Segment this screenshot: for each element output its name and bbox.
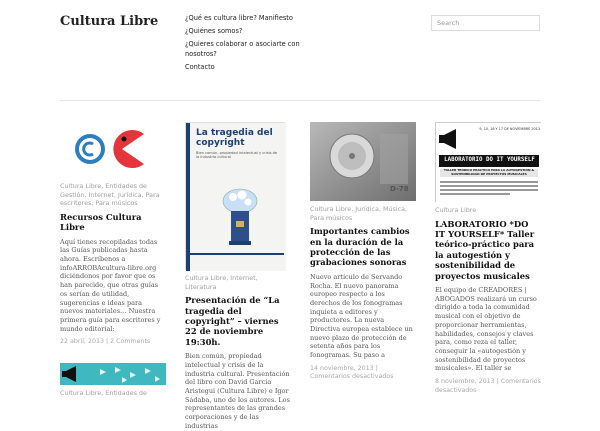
nav-item-manifiesto[interactable]: ¿Qué es cultura libre? Manifiesto bbox=[185, 14, 293, 22]
post-card bbox=[185, 122, 291, 431]
post-categories[interactable]: Cultura Libre, Entidades de bbox=[60, 389, 147, 397]
cover-title: La tragedia del copyright bbox=[196, 128, 273, 148]
post-date[interactable]: 8 noviembre, 2013 bbox=[435, 378, 495, 386]
post-title[interactable]: Recursos Cultura Libre bbox=[60, 211, 142, 233]
post-thumbnail[interactable] bbox=[60, 122, 166, 178]
creative-commons-icon bbox=[75, 134, 105, 164]
post-footer: 22 abril, 2013 | 2 Comments bbox=[60, 338, 151, 346]
poster-subheading: TALLER TEÓRICO PRÁCTICO PARA LA AUTOGESTIÓN & SOSTENIBILIDAD DE PROYECTOS MUSICALES bbox=[443, 168, 535, 176]
post-date[interactable]: 22 abril, 2013 bbox=[60, 338, 104, 346]
post-excerpt: Bien común, propiedad intelectual y crisis de la industria cultural. Presentación del libro con David García Aristegui (Cultura Libre) e Igor Sádaba, uno de los autores. Los representantes de las grandes corporaciones y de las industrias bbox=[185, 352, 290, 430]
post-excerpt: Nuevo artículo de Servando Rocha. El nuevo panorama europeo respecto a los derechos de los fonogramas inquieta a editores y productores. La nueva Directiva europea establece un nuevo plazo de protección de setenta años para los fonogramas. Su paso a bbox=[310, 272, 413, 360]
post-footer: 14 noviembre, 2013 | Comentarios desactivados bbox=[310, 364, 394, 381]
post-date[interactable]: 14 noviembre, 2013 bbox=[310, 364, 374, 372]
post-title[interactable]: LABORATORIO *DO IT YOURSELF* Taller teórico-práctico para la autogestión y sostenibilidad de proyectos musicales bbox=[435, 218, 535, 281]
search-input[interactable]: Search bbox=[431, 15, 540, 31]
nav-item-contacto[interactable]: Contacto bbox=[185, 62, 215, 71]
post-thumbnail[interactable] bbox=[310, 122, 416, 201]
main-nav bbox=[185, 14, 305, 76]
poster-heading: LABORATORIO DO IT YOURSELF bbox=[444, 157, 535, 163]
poster-date: 9, 10, 16 Y 17 DE NOVIEMBRE 2013 bbox=[479, 127, 540, 131]
post-comments-link[interactable]: Comentarios desactivados bbox=[310, 373, 394, 381]
turntable-label: D-78 bbox=[390, 185, 409, 193]
post-categories[interactable]: Cultura Libre, Jurídica, Música, Para músicos bbox=[310, 205, 408, 222]
post-categories[interactable]: Cultura Libre bbox=[435, 206, 477, 214]
post-title[interactable]: Importantes cambios en la duración de la protección de las grabaciones sonoras bbox=[310, 226, 410, 268]
teal-banner-image bbox=[60, 363, 166, 385]
post-card bbox=[60, 363, 166, 398]
nav-item-colaborar[interactable]: ¿Quieres colaborar o asociarte con nosotros? bbox=[185, 40, 300, 58]
site-title[interactable]: Cultura Libre bbox=[60, 14, 159, 29]
header-divider bbox=[60, 100, 540, 101]
cover-subtitle: Bien común, propiedad intelectual y crisis de la industria cultural bbox=[196, 151, 278, 160]
post-categories[interactable]: Cultura Libre, Internet, Literatura bbox=[185, 274, 258, 291]
nav-item-quienes-somos[interactable]: ¿Quiénes somos? bbox=[185, 27, 243, 35]
vinyl-record-icon bbox=[330, 134, 374, 178]
post-title[interactable]: Presentación de “La tragedia del copyright” – viernes 22 de noviembre 19:30h. bbox=[185, 295, 280, 347]
post-comments-link[interactable]: 2 Comments bbox=[110, 338, 151, 346]
post-footer: 8 noviembre, 2013 | Comentarios desactivados bbox=[435, 378, 541, 394]
post-thumbnail[interactable] bbox=[185, 122, 285, 270]
post-comments-link[interactable]: Comentarios desactivados bbox=[435, 378, 541, 394]
post-card bbox=[60, 122, 166, 347]
post-card bbox=[310, 122, 416, 382]
post-thumbnail[interactable] bbox=[435, 122, 541, 202]
post-card bbox=[435, 122, 541, 395]
post-excerpt: Aquí tienes recopiladas todas las Guías publicadas hasta ahora. Escríbenos a infoARROBAcultura-libre.org diciéndonos por favor que os han parecido, que otras guías os serían de utilidad, sugerencias e ideas para nuevos materiales… Nuestra primera guía para escritores y mundo editorial: bbox=[60, 237, 161, 333]
post-categories[interactable]: Cultura Libre, Entidades de Gestión, Internet, Jurídica, Para escritores, Para músicos bbox=[60, 182, 160, 208]
creative-commons-pacman-image bbox=[60, 122, 166, 178]
post-excerpt: El equipo de CREADORES | ABOGADOS realizará un curso dirigido a toda la comunidad musical con el objetivo de proporcionar herramientas, habilidades, consejos y claves para, como reza el taller, conseguir la «autogestión y sostenibilidad de proyectos musicales». El taller se bbox=[435, 286, 537, 373]
post-thumbnail[interactable] bbox=[60, 363, 166, 385]
